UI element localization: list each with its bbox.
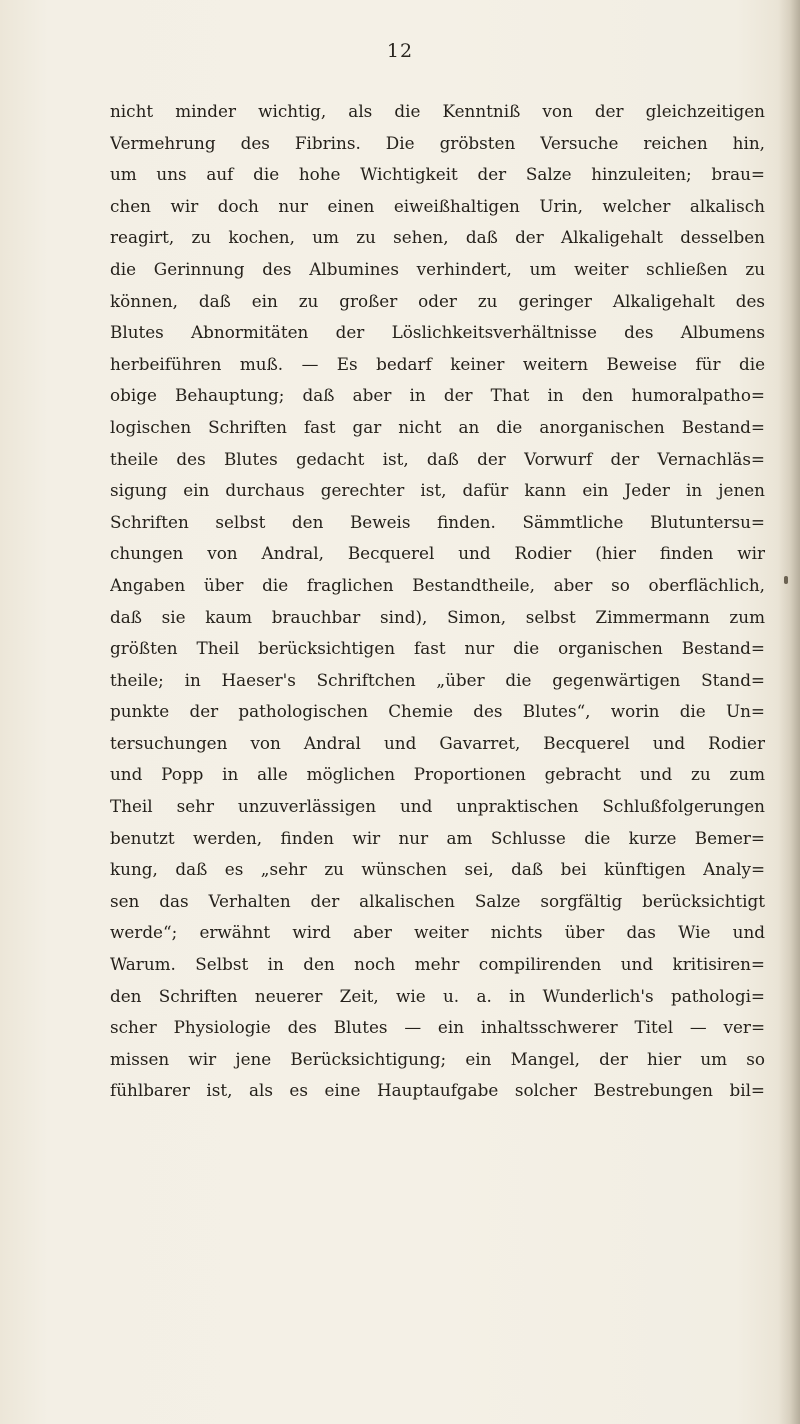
text-line: daß sie kaum brauchbar sind), Simon, selbst Zimmermann zum <box>110 606 765 627</box>
text-line: die Gerinnung des Albumines verhindert, um weiter schließen zu <box>110 258 765 279</box>
text-line: theile; in Haeser's Schriftchen „über die gegenwärtigen Stand= <box>110 669 765 690</box>
text-line: logischen Schriften fast gar nicht an die anorganischen Bestand= <box>110 416 765 437</box>
text-line: kung, daß es „sehr zu wünschen sei, daß bei künftigen Analy= <box>110 859 765 880</box>
text-line: tersuchungen von Andral und Gavarret, Becquerel und Rodier <box>110 732 765 753</box>
text-line: Warum. Selbst in den noch mehr compilirenden und kritisiren= <box>110 954 765 975</box>
text-line: obige Behauptung; daß aber in der That in den humoralpatho= <box>110 385 765 406</box>
text-line: fühlbarer ist, als es eine Hauptaufgabe solcher Bestrebungen bil= <box>110 1080 765 1101</box>
text-line: um uns auf die hohe Wichtigkeit der Salze hinzuleiten; brau= <box>110 164 765 185</box>
text-line: sigung ein durchaus gerechter ist, dafür kann ein Jeder in jenen <box>110 480 765 501</box>
text-line: theile des Blutes gedacht ist, daß der Vorwurf der Vernachläs= <box>110 448 765 469</box>
text-line: sen das Verhalten der alkalischen Salze sorgfältig berücksichtigt <box>110 890 765 911</box>
text-line: Vermehrung des Fibrins. Die gröbsten Versuche reichen hin, <box>110 132 765 153</box>
text-line: Blutes Abnormitäten der Löslichkeitsverhältnisse des Albumens <box>110 322 765 343</box>
text-line: Theil sehr unzuverlässigen und unpraktischen Schlußfolgerungen <box>110 796 765 817</box>
page-number: 12 <box>386 40 414 62</box>
text-line: herbeiführen muß. — Es bedarf keiner weitern Beweise für die <box>110 353 765 374</box>
page-edge-shadow <box>778 0 800 1424</box>
text-line: können, daß ein zu großer oder zu geringer Alkaligehalt des <box>110 290 765 311</box>
text-line: chen wir doch nur einen eiweißhaltigen Urin, welcher alkalisch <box>110 195 765 216</box>
text-line: benutzt werden, finden wir nur am Schlusse die kurze Bemer= <box>110 827 765 848</box>
text-line: nicht minder wichtig, als die Kenntniß von der gleichzeitigen <box>110 101 765 121</box>
text-line: und Popp in alle möglichen Proportionen gebracht und zu zum <box>110 764 765 785</box>
text-line: missen wir jene Berücksichtigung; ein Mangel, der hier um so <box>110 1048 765 1069</box>
text-line: Schriften selbst den Beweis finden. Sämmtliche Blutuntersu= <box>110 511 765 532</box>
text-line: größten Theil berücksichtigen fast nur die organischen Bestand= <box>110 638 765 659</box>
text-line: reagirt, zu kochen, um zu sehen, daß der Alkaligehalt desselben <box>110 227 765 248</box>
text-line: den Schriften neuerer Zeit, wie u. a. in Wunderlich's pathologi= <box>110 985 765 1006</box>
text-line: punkte der pathologischen Chemie des Blutes“, worin die Un= <box>110 701 765 722</box>
text-line: Angaben über die fraglichen Bestandtheile, aber so oberflächlich, <box>110 574 765 595</box>
text-line: scher Physiologie des Blutes — ein inhaltsschwerer Titel — ver= <box>110 1017 765 1038</box>
body-text <box>110 96 765 1107</box>
text-line: werde“; erwähnt wird aber weiter nichts über das Wie und <box>110 922 765 943</box>
text-line: chungen von Andral, Becquerel und Rodier (hier finden wir <box>110 543 765 564</box>
margin-mark <box>784 576 788 584</box>
